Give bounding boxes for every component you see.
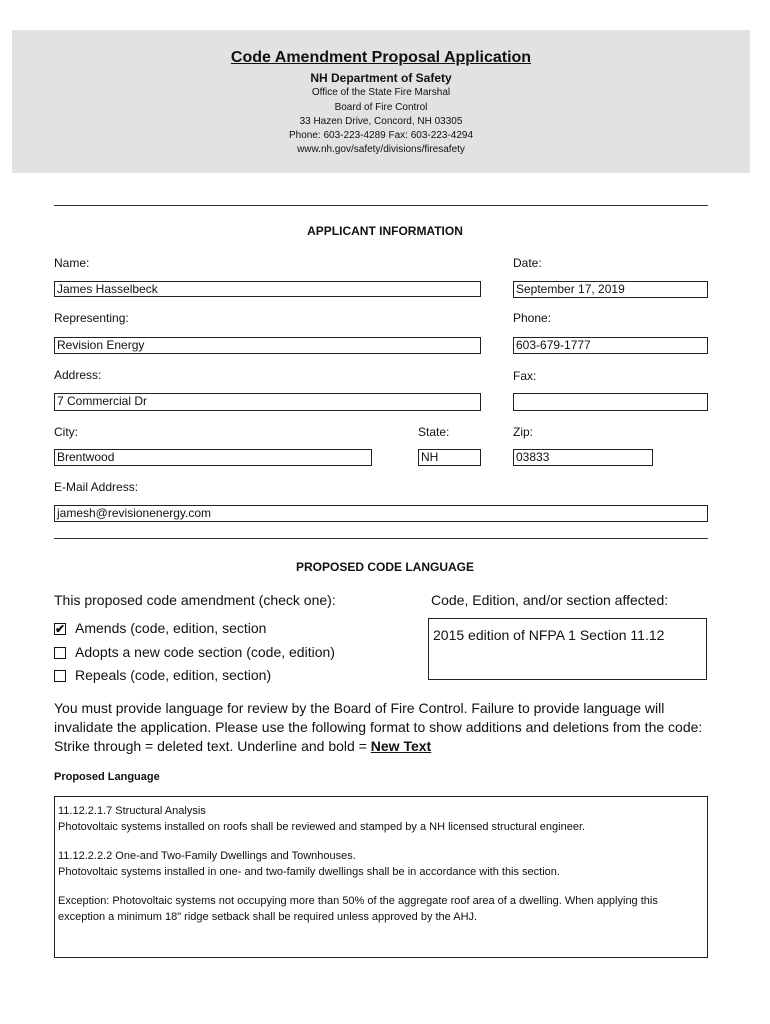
office-address: 33 Hazen Drive, Concord, NH 03305 — [299, 116, 463, 127]
state-field[interactable]: NH — [418, 449, 481, 466]
check-one-prompt: This proposed code amendment (check one): — [54, 592, 336, 608]
office-name: Office of the State Fire Marshal — [311, 87, 451, 98]
paragraph-1-body: Photovoltaic systems installed on roofs shall be reviewed and stamped by a NH licensed structural engineer. — [58, 821, 586, 833]
email-label: E-Mail Address: — [54, 480, 139, 494]
exception-paragraph: Exception: Photovoltaic systems not occupying more than 50% of the aggregate roof area of a dwelling. When applying this exception a minimum 18" ridge setback shall be required unless approved by the AHJ. — [58, 895, 658, 923]
zip-field[interactable]: 03833 — [513, 449, 653, 466]
form-header — [12, 30, 750, 173]
divider — [54, 538, 708, 539]
department-name: NH Department of Safety — [310, 71, 452, 85]
form-title: Code Amendment Proposal Application — [230, 49, 532, 66]
divider — [54, 205, 708, 206]
city-label: City: — [54, 425, 78, 439]
paragraph-2-title: 11.12.2.2.2 One-and Two-Family Dwellings and Townhouses. — [58, 850, 356, 862]
proposed-language-label: Proposed Language — [54, 771, 160, 783]
paragraph-1-title: 11.12.2.1.7 Structural Analysis — [58, 805, 206, 817]
date-field[interactable]: September 17, 2019 — [513, 281, 708, 298]
representing-label: Representing: — [54, 311, 129, 325]
instructions-paragraph — [54, 699, 714, 756]
board-name: Board of Fire Control — [334, 102, 428, 113]
phone-field[interactable]: 603-679-1777 — [513, 337, 708, 354]
amends-option-label: Amends (code, edition, section — [75, 620, 267, 636]
repeals-checkbox[interactable] — [54, 670, 66, 682]
representing-field[interactable]: Revision Energy — [54, 337, 481, 354]
city-field[interactable]: Brentwood — [54, 449, 372, 466]
instructions-text: You must provide language for review by the Board of Fire Control. Failure to provide language will invalidate the application. Please use the following format to show additions and deletions from the code: Strike through = deleted text. Underline and bold = — [54, 700, 703, 754]
proposed-language-field[interactable] — [54, 796, 708, 958]
name-label: Name: — [54, 256, 90, 270]
affected-section-field[interactable]: 2015 edition of NFPA 1 Section 11.12 — [428, 618, 707, 680]
amends-checkbox[interactable]: ✔ — [55, 622, 66, 636]
applicant-section-title: APPLICANT INFORMATION — [307, 224, 463, 238]
name-field[interactable]: James Hasselbeck — [54, 281, 481, 297]
state-label: State: — [418, 425, 450, 439]
phone-label: Phone: — [513, 311, 552, 325]
fax-field[interactable] — [513, 393, 708, 411]
proposed-section-title: PROPOSED CODE LANGUAGE — [295, 560, 475, 574]
paragraph-2-body: Photovoltaic systems installed in one- and two-family dwellings shall be in accordance with this section. — [58, 866, 560, 878]
address-label: Address: — [54, 368, 102, 382]
office-phone-fax: Phone: 603-223-4289 Fax: 603-223-4294 — [288, 130, 474, 141]
new-text-example: New Text — [370, 738, 432, 754]
fax-label: Fax: — [513, 369, 537, 383]
office-website: www.nh.gov/safety/divisions/firesafety — [297, 144, 465, 155]
email-field[interactable]: jamesh@revisionenergy.com — [54, 505, 708, 522]
zip-label: Zip: — [513, 425, 534, 439]
affected-label: Code, Edition, and/or section affected: — [431, 592, 669, 608]
address-field[interactable]: 7 Commercial Dr — [54, 393, 481, 411]
date-label: Date: — [513, 256, 542, 270]
adopts-option-label: Adopts a new code section (code, edition) — [75, 644, 335, 660]
adopts-checkbox[interactable] — [54, 647, 66, 659]
repeals-option-label: Repeals (code, edition, section) — [75, 667, 272, 683]
